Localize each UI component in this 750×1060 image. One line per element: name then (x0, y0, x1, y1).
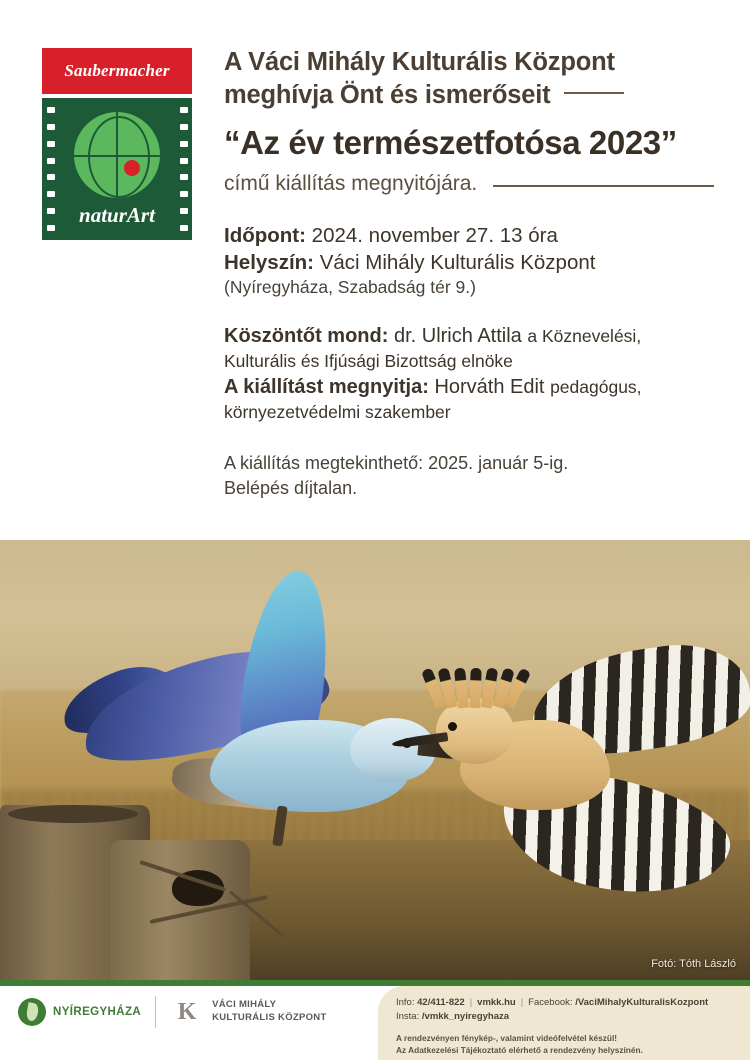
invitation-line-2: meghívja Önt és ismerőseit (224, 80, 551, 109)
event-venue-row (224, 249, 714, 276)
vmkk-logo-line-2: KULTURÁLIS KÖZPONT (212, 1012, 327, 1023)
wildlife-photo (0, 540, 750, 980)
saubermacher-logo (42, 48, 192, 94)
opener-row (224, 374, 714, 401)
privacy-notice-line-1: A rendezvényen fénykép-, valamint videófelvétel készül! (396, 1032, 618, 1043)
info-label: Info: (396, 997, 415, 1008)
photo-credit: Fotó: Tóth László (651, 958, 736, 970)
footer-info-panel (378, 986, 750, 1060)
vmkk-logo (170, 997, 326, 1027)
event-address: (Nyíregyháza, Szabadság tér 9.) (224, 277, 476, 297)
leaf-icon (18, 998, 46, 1026)
greeting-name: dr. Ulrich Attila (393, 325, 522, 348)
info-web[interactable]: vmkk.hu (477, 997, 516, 1008)
invitation-line-2-wrap (224, 79, 714, 112)
privacy-notice (396, 1032, 736, 1057)
greeting-role-line-2: Kulturális és Ifjúsági Bizottság elnöke (224, 351, 513, 372)
divider-rule-long (493, 185, 714, 187)
footer-divider (155, 996, 156, 1028)
subtitle-row (224, 172, 714, 196)
vmkk-monogram-icon: K (177, 999, 197, 1025)
insta-handle[interactable]: /vmkk_nyiregyhaza (421, 1011, 510, 1023)
event-venue-label: Helyszín: (224, 250, 314, 274)
event-date-label: Időpont: (224, 223, 306, 247)
insta-label: Insta: (396, 1011, 420, 1023)
nyiregyhaza-logo-text: NYÍREGYHÁZA (53, 1006, 142, 1018)
opener-role-line-1: pedagógus, (550, 376, 642, 397)
contact-line-2 (396, 1010, 736, 1024)
invitation-line-1: A Váci Mihály Kulturális Központ (224, 48, 615, 76)
footer-logos (18, 996, 327, 1028)
exhibition-subtitle: című kiállítás megnyitójára. (224, 171, 478, 195)
header-text-column (224, 46, 714, 501)
vmkk-logo-line-1: VÁCI MIHÁLY (212, 999, 277, 1011)
nyiregyhaza-logo (18, 998, 141, 1026)
contact-line-1: Info: 42/411-822 | vmkk.hu | Facebook: /VaciMihalyKulturalisKozpont (396, 997, 709, 1008)
event-date-value: 2024. november 27. 13 óra (311, 223, 558, 247)
info-phone[interactable]: 42/411-822 (417, 997, 465, 1008)
invitation-text (224, 46, 714, 111)
opener-label: A kiállítást megnyitja: (224, 375, 429, 398)
saubermacher-logo-text: Saubermacher (64, 61, 170, 80)
greeting-role-line-1: a Köznevelési, (527, 326, 642, 347)
poster-footer (0, 980, 750, 1060)
closing-line-1: A kiállítás megtekinthető: 2025. január 5-ig. (224, 452, 569, 473)
speakers-block (224, 323, 714, 424)
event-details (224, 222, 714, 300)
opener-role-line-2: környezetvédelmi szakember (224, 401, 451, 422)
logo-block (42, 48, 192, 240)
opener-name: Horváth Edit (434, 375, 545, 398)
greeting-label: Köszöntőt mond: (224, 325, 389, 348)
greeting-row (224, 323, 714, 350)
closing-line-2: Belépés díjtalan. (224, 477, 358, 498)
hoopoe-crest (426, 664, 530, 708)
naturart-logo-text: naturArt (79, 203, 155, 227)
event-venue-value: Váci Mihály Kulturális Központ (319, 250, 596, 274)
hoopoe-bird (420, 650, 750, 910)
privacy-notice-line-2: Az Adatkezelési Tájékoztató elérhető a rendezvény helyszínén. (396, 1044, 643, 1055)
vmkk-logo-text (212, 999, 326, 1024)
globe-icon (74, 112, 160, 198)
event-date-row (224, 222, 714, 249)
facebook-label: Facebook: (528, 997, 573, 1008)
exhibition-title: “Az év természetfotósa 2023” (224, 124, 677, 162)
facebook-handle[interactable]: /VaciMihalyKulturalisKozpont (575, 997, 709, 1008)
closing-block (224, 451, 714, 501)
naturart-logo (42, 98, 192, 240)
divider-rule-short (564, 92, 624, 94)
